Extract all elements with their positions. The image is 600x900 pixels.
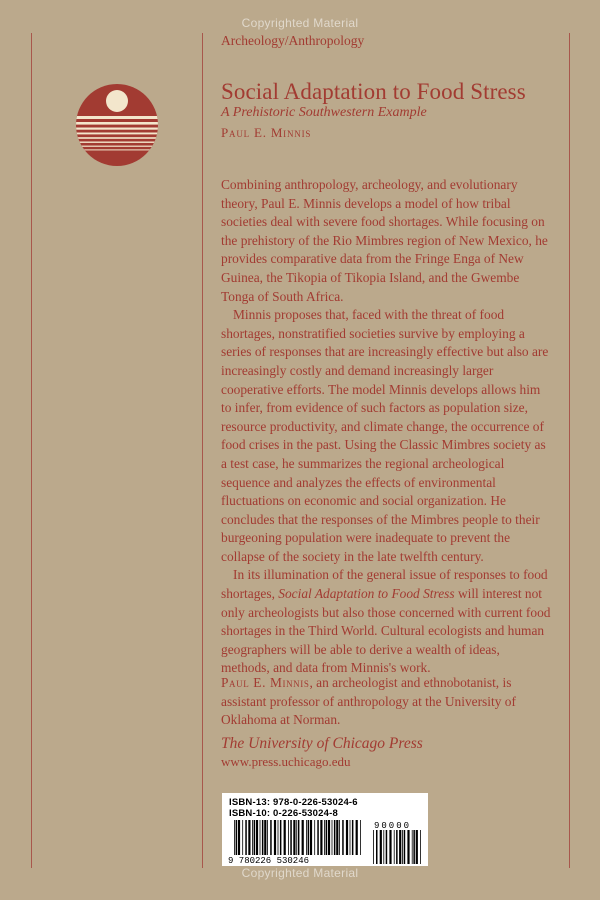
barcode-bar — [284, 820, 286, 855]
barcode-bar — [332, 820, 333, 855]
right-rule — [569, 33, 570, 868]
barcode-bar — [326, 820, 328, 855]
barcode-bar — [245, 820, 247, 855]
barcode-bar — [314, 820, 315, 855]
barcode-bar — [267, 820, 268, 855]
barcode-bar — [260, 820, 261, 855]
paragraph-3-start: In its illumination of the general issue of responses to food shortages, — [221, 567, 548, 602]
bio-author-name: Paul E. Minnis — [221, 675, 310, 690]
bio-text: , an archeologist and ethnobotanist, is assistant professor of anthropology at the University of Oklahoma at Norman. — [221, 675, 516, 728]
category-label: Archeology/Anthropology — [221, 33, 365, 48]
barcode-panel — [222, 793, 428, 866]
barcode-bar — [402, 830, 403, 864]
paragraph-3-end: will interest not only archeologists but also those concerned with current food shortages in the Third World. Cultural ecologists and human geographers will be able to derive a wealth of ideas, methods, and data from Minnis's work. — [221, 586, 551, 676]
barcode-bar — [270, 820, 272, 855]
barcode-bar — [320, 820, 322, 855]
barcode-bar — [236, 820, 238, 855]
barcode-bar — [288, 820, 289, 855]
barcode-bar — [256, 820, 258, 855]
barcode-bar — [306, 820, 307, 855]
barcode-bar — [308, 820, 310, 855]
barcode-bar — [342, 820, 344, 855]
barcode-bar — [264, 820, 266, 855]
isbn-10-label: ISBN-10: 0-226-53024-8 — [229, 808, 338, 819]
barcode-bar — [404, 830, 406, 864]
barcode-bar — [416, 830, 418, 864]
barcode-bar — [394, 830, 395, 864]
barcode-bar — [234, 820, 235, 855]
barcode-bar — [346, 820, 348, 855]
barcode-icon — [226, 820, 426, 864]
barcode-bar — [389, 830, 391, 864]
press-logo-icon — [75, 83, 159, 167]
barcode-bar — [298, 820, 300, 855]
watermark-top: Copyrighted Material — [241, 16, 359, 30]
barcode-bar — [386, 830, 388, 864]
left-rule — [31, 33, 32, 868]
publisher-name: The University of Chicago Press — [221, 735, 423, 752]
middle-rule — [202, 33, 203, 868]
barcode-bar — [302, 820, 304, 855]
barcode-bar — [238, 820, 240, 855]
barcode-bar — [407, 830, 409, 864]
barcode-bar — [339, 820, 340, 855]
barcode-bar — [274, 820, 276, 855]
barcode-bar — [280, 820, 282, 855]
barcode-bar — [383, 830, 384, 864]
publisher-url: www.press.uchicago.edu — [221, 754, 351, 769]
isbn-13-label: ISBN-13: 978-0-226-53024-6 — [229, 797, 358, 808]
barcode-bar — [290, 820, 292, 855]
barcode-bar — [336, 820, 338, 855]
barcode-addon-digits: 90000 — [374, 821, 412, 831]
author-name: Paul E. Minnis — [221, 125, 312, 140]
barcode-bar — [413, 830, 415, 864]
barcode-bar — [310, 820, 312, 855]
barcode-bar — [278, 820, 279, 855]
description-paragraph-1: Combining anthropology, archeology, and evolutionary theory, Paul E. Minnis develops a model of how tribal societies deal with severe food shortages. While focusing on the prehistory of the Rio Mimbres region of New Mexico, he provides comparative data from the Fringe Enga of New Guinea, the Tikopia of Tikopia Island, and the Gwembe Tonga of South Africa. — [221, 177, 548, 304]
barcode-bar — [324, 820, 325, 855]
description-paragraph-3 — [221, 566, 551, 678]
description-text — [221, 176, 551, 678]
barcode-bar — [262, 820, 264, 855]
barcode-bar — [350, 820, 351, 855]
barcode-bar — [252, 820, 253, 855]
barcode-bar — [399, 830, 401, 864]
barcode-bar — [373, 830, 374, 864]
barcode-bar — [242, 820, 243, 855]
barcode-bar — [352, 820, 354, 855]
barcode-digits: 9 780226 530246 — [228, 856, 310, 864]
barcode-bar — [248, 820, 250, 855]
author-bio — [221, 674, 551, 730]
description-paragraph-2: Minnis proposes that, faced with the threat of food shortages, nonstratified societies survive by employing a series of responses that are increasingly effective but also are increasingly costly and demand increasingly larger cooperative efforts. The model Minnis develops allows him to infer, from evidence of such factors as population size, resource productivity, and climate change, the occurrence of food crises in the past. Using the Classic Mimbres society as a test case, he summarizes the regional archeological sequence and analyzes the effects of environmental fluctuations on economic and social organization. He concludes that the responses of the Mimbres people to their burgeoning population were inadequate to prevent the collapse of the society in the late twelfth century. — [221, 307, 549, 564]
book-title: Social Adaptation to Food Stress — [221, 79, 526, 104]
barcode-bar — [254, 820, 256, 855]
barcode-bar — [412, 830, 413, 864]
watermark-bottom: Copyrighted Material — [241, 866, 359, 880]
barcode-bar — [317, 820, 319, 855]
barcode-bar — [420, 830, 421, 864]
barcode-bar — [296, 820, 297, 855]
barcode-bar — [396, 830, 398, 864]
barcode-bar — [293, 820, 295, 855]
barcode-bar — [356, 820, 358, 855]
barcode-bar — [360, 820, 361, 855]
barcode-bar — [376, 830, 378, 864]
barcode-bar — [334, 820, 336, 855]
barcode-bar — [328, 820, 330, 855]
book-subtitle: A Prehistoric Southwestern Example — [221, 105, 427, 120]
title-reference: Social Adaptation to Food Stress — [278, 586, 455, 602]
barcode-bar — [380, 830, 382, 864]
